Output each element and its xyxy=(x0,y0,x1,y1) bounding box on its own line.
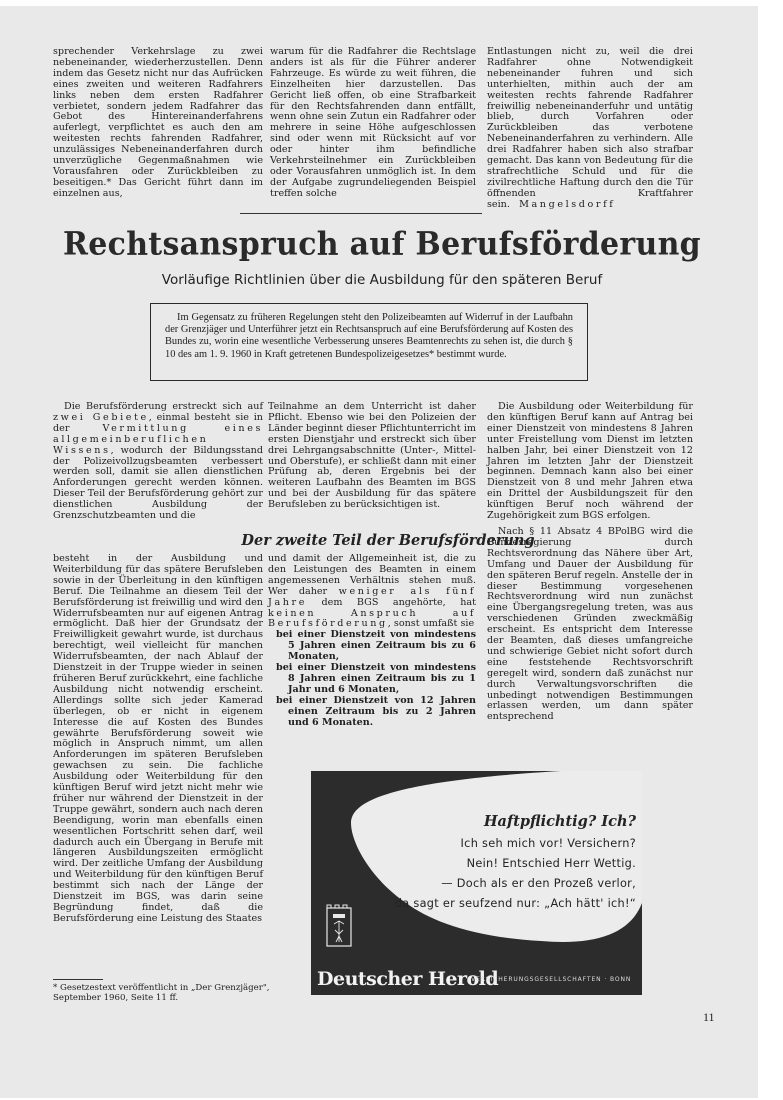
part1-col3 xyxy=(487,402,693,723)
part2-col2 xyxy=(268,554,476,729)
part2-col2-text-b: dem BGS angehörte, hat xyxy=(321,596,476,608)
part1-col1-text-b: , einmal besteht sie in der xyxy=(53,411,263,434)
section-divider xyxy=(240,213,482,214)
top-article-col3-text: Entlastungen nicht zu, weil die drei Radfahrer ohne Notwendigkeit nebeneinander fuhren und sich unterhielten, mithin auch der am weitesten rechts fahrende Radfahrer freiwillig nebeneinanderfuhr und untätig blieb, durch Vorfahren oder Zurückbleiben das verbotene Nebeneinanderfahren zu verhindern. Alle drei Radfahrer haben sich also strafbar gemacht. Das kann von Bedeutung für die strafrechtliche Schuld und für die zivilrechtliche Haftung durch den die Tür öffnenden Kraftfahrer sein. xyxy=(487,46,693,210)
article-headline: Rechtsanspruch auf Berufsförderung xyxy=(63,226,701,263)
top-article-col1 xyxy=(53,47,263,200)
footnote-divider xyxy=(53,979,103,980)
ad-line: Ich seh mich vor! Versichern? xyxy=(460,837,636,850)
section-heading: Der zweite Teil der Berufsförderung xyxy=(241,532,535,549)
ad-brand-name: Deutscher Herold xyxy=(317,968,499,990)
article-subtitle: Vorläufige Richtlinien über die Ausbildung für den späteren Beruf xyxy=(161,272,603,288)
service-period-list xyxy=(268,630,476,728)
part2-col1 xyxy=(53,554,263,925)
service-period-item: bei einer Dienstzeit von mindestens 5 Jahren einen Zeitraum bis zu 6 Monaten, xyxy=(276,629,476,663)
emphasis-kein-anspruch: keinen Anspruch auf Berufsförderung xyxy=(268,607,476,630)
part1-col1 xyxy=(53,402,263,522)
part1-col2-text: Teilnahme an dem Unterricht ist daher Pflicht. Ebenso wie bei den Polizeien der Länder beginnt dieser Pflichtunterricht im ersten Dienstjahr und erstreckt sich über drei Lehrgangsabschnitte (Unter-, Mittel- und Oberstufe), er schließt dann mit einer Prüfung ab, deren Ergebnis bei der weiteren Laufbahn des Beamten im BGS und bei der Ausbildung für das spätere Berufsleben zu berücksichtigen ist. xyxy=(268,401,476,511)
top-article-col3 xyxy=(487,47,693,211)
part2-col1-text: besteht in der Ausbildung und Weiterbildung für das spätere Berufsleben sowie in der Überleitung in den künftigen Beruf. Die Teilnahme an diesem Teil der Berufsförderung ist freiwillig und wird den Widerrufsbeamten nur auf eigenen Antrag ermöglicht. Daß hier der Grundsatz der Freiwilligkeit gewahrt wurde, ist durchaus berechtigt, weil vielleicht für manchen Widerrufsbeamten, der nach Ablauf der Dienstzeit in der Truppe wieder in seinen früheren Beruf zurückkehrt, eine fachliche Ausbildung nicht notwendig erscheint. Allerdings sollte sich jeder Kamerad überlegen, ob er nicht in eigenem Interesse die auf Kosten des Bundes gewährte Berufsförderung soweit wie möglich in Anspruch nimmt, um allen Anforderungen im späteren Berufsleben gewachsen zu sein. Die fachliche Ausbildung oder Weiterbildung für den künftigen Beruf wird jetzt nicht mehr wie früher nur während der Dienstzeit in der Truppe gewährt, sondern auch nach deren Beendigung, worin man ebenfalls einen wesentlichen Fortschritt sehen darf, weil dadurch auch ein Übergang in Berufe mit längeren Ausbildungszeiten ermöglicht wird. Der zeitliche Umfang der Ausbildung und Weiterbildung für den künftigen Beruf bestimmt sich nach der Länge der Dienstzeit im BGS, was darin seine Begründung findet, daß die Berufsförderung eine Leistung des Staates xyxy=(53,553,263,924)
service-period-item: bei einer Dienstzeit von mindestens 8 Jahren einen Zeitraum bis zu 1 Jahr und 6 Monaten, xyxy=(276,662,476,695)
part1-col1-text-a: Die Berufsförderung erstreckt sich auf xyxy=(64,401,263,412)
article-abstract-text: Im Gegensatz zu früheren Regelungen steht den Polizeibeamten auf Widerruf in der Laufbahn der Grenzjäger und Unterführer jetzt ein Rechtsanspruch auf eine Berufsförderung auf Kosten des Bundes zu, worin eine wesentliche Verbesserung unseres Beamtenrechts zu sehen ist, die durch § 10 des am 1. 9. 1960 in Kraft getretenen Bundespolizeigesetzes* bestimmt wurde. xyxy=(165,312,573,360)
page-number: 11 xyxy=(703,1010,715,1024)
emphasis-zwei-gebiete: zwei Gebiete xyxy=(53,411,149,423)
part2-col2-text-c: , sonst umfaßt sie xyxy=(387,618,475,630)
author-signature: Mangelsdorff xyxy=(519,198,616,210)
part1-col3-para2: Nach § 11 Absatz 4 BPolBG wird die Bundesregierung durch Rechtsverordnung das Nähere über Art, Umfang und Dauer der Ausbildung für den späteren Beruf regeln. Anstelle der in dieser Bestimmung vorgesehenen Rechtsverordnung wird nun zunächst eine Übergangsregelung treten, was aus verschiedenen Gründen zweckmäßig erscheint. Es entspricht dem Interesse der Beamten, daß dieses umfangreiche und schwierige Gebiet nicht sofort durch eine feststehende Rechtsvorschrift geregelt wird, sondern daß zunächst nur durch Verwaltungsvorschriften die unbedingt notwendigen Bestimmungen erlassen werden, um dann später entsprechend xyxy=(487,525,693,723)
herald-tower-logo-icon xyxy=(326,904,352,947)
part1-col1-text-c: , wodurch der Bildungsstand der Polizeivollzugsbeamten verbessert werden soll, damit sie allen dienstlichen Anforderungen gerecht werden können. Dieser Teil der Berufsförderung gehört zur dienstlichen Ausbildung der Grenzschutzbeamten und die xyxy=(53,444,263,522)
top-article-col2 xyxy=(270,47,476,200)
ad-brand-subtitle: VERSICHERUNGSGESELLSCHAFTEN · BONN xyxy=(471,976,632,983)
part2-col2-text-a: und damit der Allgemeinheit ist, die zu den Leistungen des Beamten in einem angemessenen Verhältnis stehen muß. Wer daher xyxy=(268,553,476,597)
ad-heading: Haftpflichtig? Ich? xyxy=(483,813,636,830)
top-article-col2-text: warum für die Radfahrer die Rechtslage anders ist als für die Führer anderer Fahrzeuge. Es würde zu weit führen, die Einzelheiten hier darzustellen. Das Gericht ließ offen, ob eine Strafbarkeit für den Rechtsfahrenden dann entfällt, wenn ohne sein Zutun ein Radfahrer oder mehrere in seine Höhe aufgeschlossen sind oder wenn mit Rücksicht auf vor oder hinter ihm befindliche Verkehrsteilnehmer ein Zurückbleiben oder Vorausfahren unmöglich ist. In dem der Aufgabe zugrundeliegenden Beispiel treffen solche xyxy=(270,46,476,199)
service-period-item: bei einer Dienstzeit von 12 Jahren einen Zeitraum bis zu 2 Jahren und 6 Monaten. xyxy=(276,694,476,728)
ad-line: da sagt er seufzend nur: „Ach hätt' ich!“ xyxy=(394,897,636,910)
part1-col2 xyxy=(268,402,476,511)
ad-line: — Doch als er den Prozeß verlor, xyxy=(441,877,636,890)
emphasis-vermittlung: Vermittlung eines allgemeinberuflichen Wissens xyxy=(53,422,263,456)
advertisement xyxy=(311,771,642,995)
emphasis-weniger-als: weniger als fünf Jahre xyxy=(268,585,476,608)
footnote: * Gesetzestext veröffentlicht in „Der Grenzjäger", September 1960, Seite 11 ff. xyxy=(53,983,270,1003)
top-article-col1-text: sprechender Verkehrslage zu zwei nebeneinander, wiederherzustellen. Denn indem das Gesetz nicht nur das Aufrücken eines zweiten und weiteren Radfahrers links neben dem ersten Radfahrer verbietet, sondern jedem Radfahrer das Gebot des Hintereinanderfahrens auferlegt, verpflichtet es auch den am weitesten rechts fahrenden Radfahrer, unzulässiges Nebeneinanderfahren durch unverzügliche Gegenmaßnahmen wie Vorausfahren oder Zurückbleiben zu beseitigen.* Das Gericht führt dann im einzelnen aus, xyxy=(53,46,263,199)
ad-line: Nein! Entschied Herr Wettig. xyxy=(466,857,636,870)
part1-col3-para1: Die Ausbildung oder Weiterbildung für den künftigen Beruf kann auf Antrag bei einer Dienstzeit von mindestens 8 Jahren unter Freistellung vom Dienst im letzten halben Jahr, bei einer Dienstzeit von 12 Jahren im letzten Jahr der Dienstzeit beginnen. Demnach kann also bei einer Dienstzeit von 8 und mehr Jahren etwa ein Drittel der Ausbildungszeit für den künftigen Beruf noch während der Zugehörigkeit zum BGS erfolgen. xyxy=(487,401,693,522)
article-abstract-box xyxy=(150,303,588,381)
